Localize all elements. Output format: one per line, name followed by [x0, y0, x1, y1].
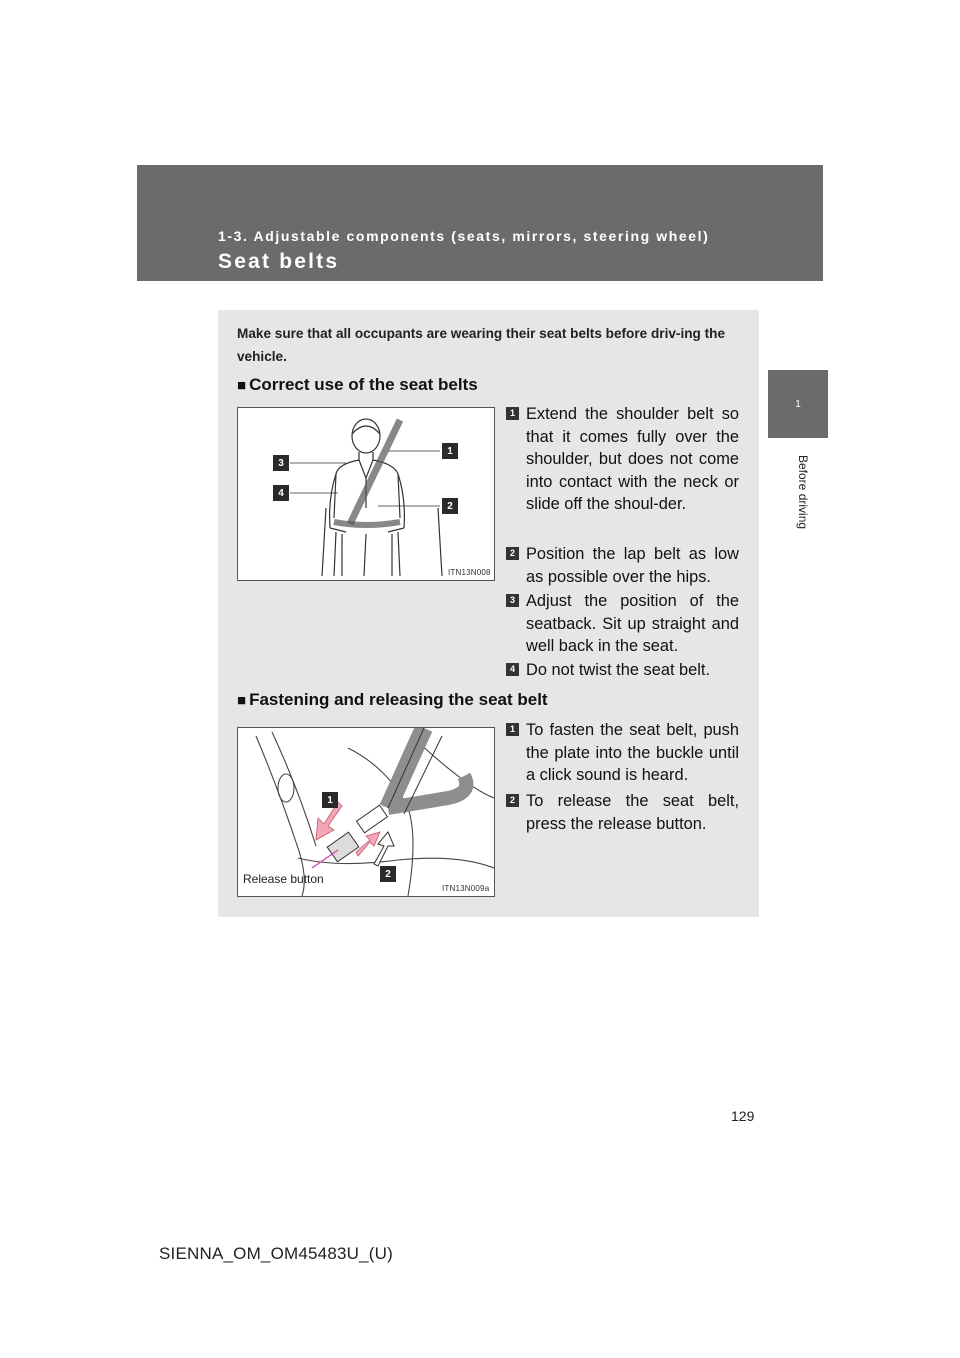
step-release — [506, 790, 739, 835]
step-text: Do not twist the seat belt. — [526, 661, 711, 679]
callout-3: 3 — [273, 455, 289, 471]
figure-code: ITN13N008 — [448, 568, 491, 577]
document-id: SIENNA_OM_OM45483U_(U) — [159, 1244, 393, 1263]
step-4 — [506, 659, 739, 682]
callout-4: 4 — [273, 485, 289, 501]
step-text: Position the lap belt as low as possible over the hips. — [526, 545, 739, 586]
buckle-drawing — [238, 728, 494, 896]
seat-belt-usage-illustration — [237, 407, 495, 581]
callout-1: 1 — [322, 792, 338, 808]
step-number-badge: 2 — [506, 547, 519, 560]
page-number: 129 — [731, 1108, 755, 1124]
page-title: Seat belts — [218, 250, 340, 273]
step-text: Extend the shoulder belt so that it comes fully over the shoulder, but does not come into contact with the neck or slide off the shoul-der. — [526, 405, 739, 513]
chapter-label: Before driving — [796, 454, 810, 530]
step-number-badge: 1 — [506, 407, 519, 420]
release-button-label: Release button — [243, 872, 324, 886]
step-text: To fasten the seat belt, push the plate into the buckle until a click sound is heard. — [526, 721, 739, 784]
step-1 — [506, 403, 739, 516]
callout-2: 2 — [442, 498, 458, 514]
intro-text: Make sure that all occupants are wearing their seat belts before driv-ing the vehicle. — [237, 326, 726, 364]
heading-marker: ■ — [237, 377, 247, 394]
step-3 — [506, 590, 739, 658]
callout-1: 1 — [442, 443, 458, 459]
step-number-badge: 4 — [506, 663, 519, 676]
step-number-badge: 2 — [506, 794, 519, 807]
callout-2: 2 — [380, 866, 396, 882]
step-number-badge: 1 — [506, 723, 519, 736]
step-fasten — [506, 719, 739, 787]
figure-code: ITN13N009a — [442, 884, 490, 893]
heading-text: Fastening and releasing the seat belt — [249, 690, 548, 709]
step-text: To release the seat belt, press the release button. — [526, 792, 739, 833]
step-text: Adjust the position of the seatback. Sit up straight and well back in the seat. — [526, 592, 739, 655]
chapter-tab — [768, 370, 828, 438]
step-number-badge: 3 — [506, 594, 519, 607]
section-heading-correct-use — [237, 375, 478, 395]
section-heading-fastening — [237, 690, 548, 710]
heading-marker: ■ — [237, 692, 247, 709]
section-heading: 1-3. Adjustable components (seats, mirrors, steering wheel) — [218, 228, 710, 244]
step-2 — [506, 543, 739, 588]
chapter-number: 1 — [795, 398, 801, 410]
heading-text: Correct use of the seat belts — [249, 375, 478, 394]
